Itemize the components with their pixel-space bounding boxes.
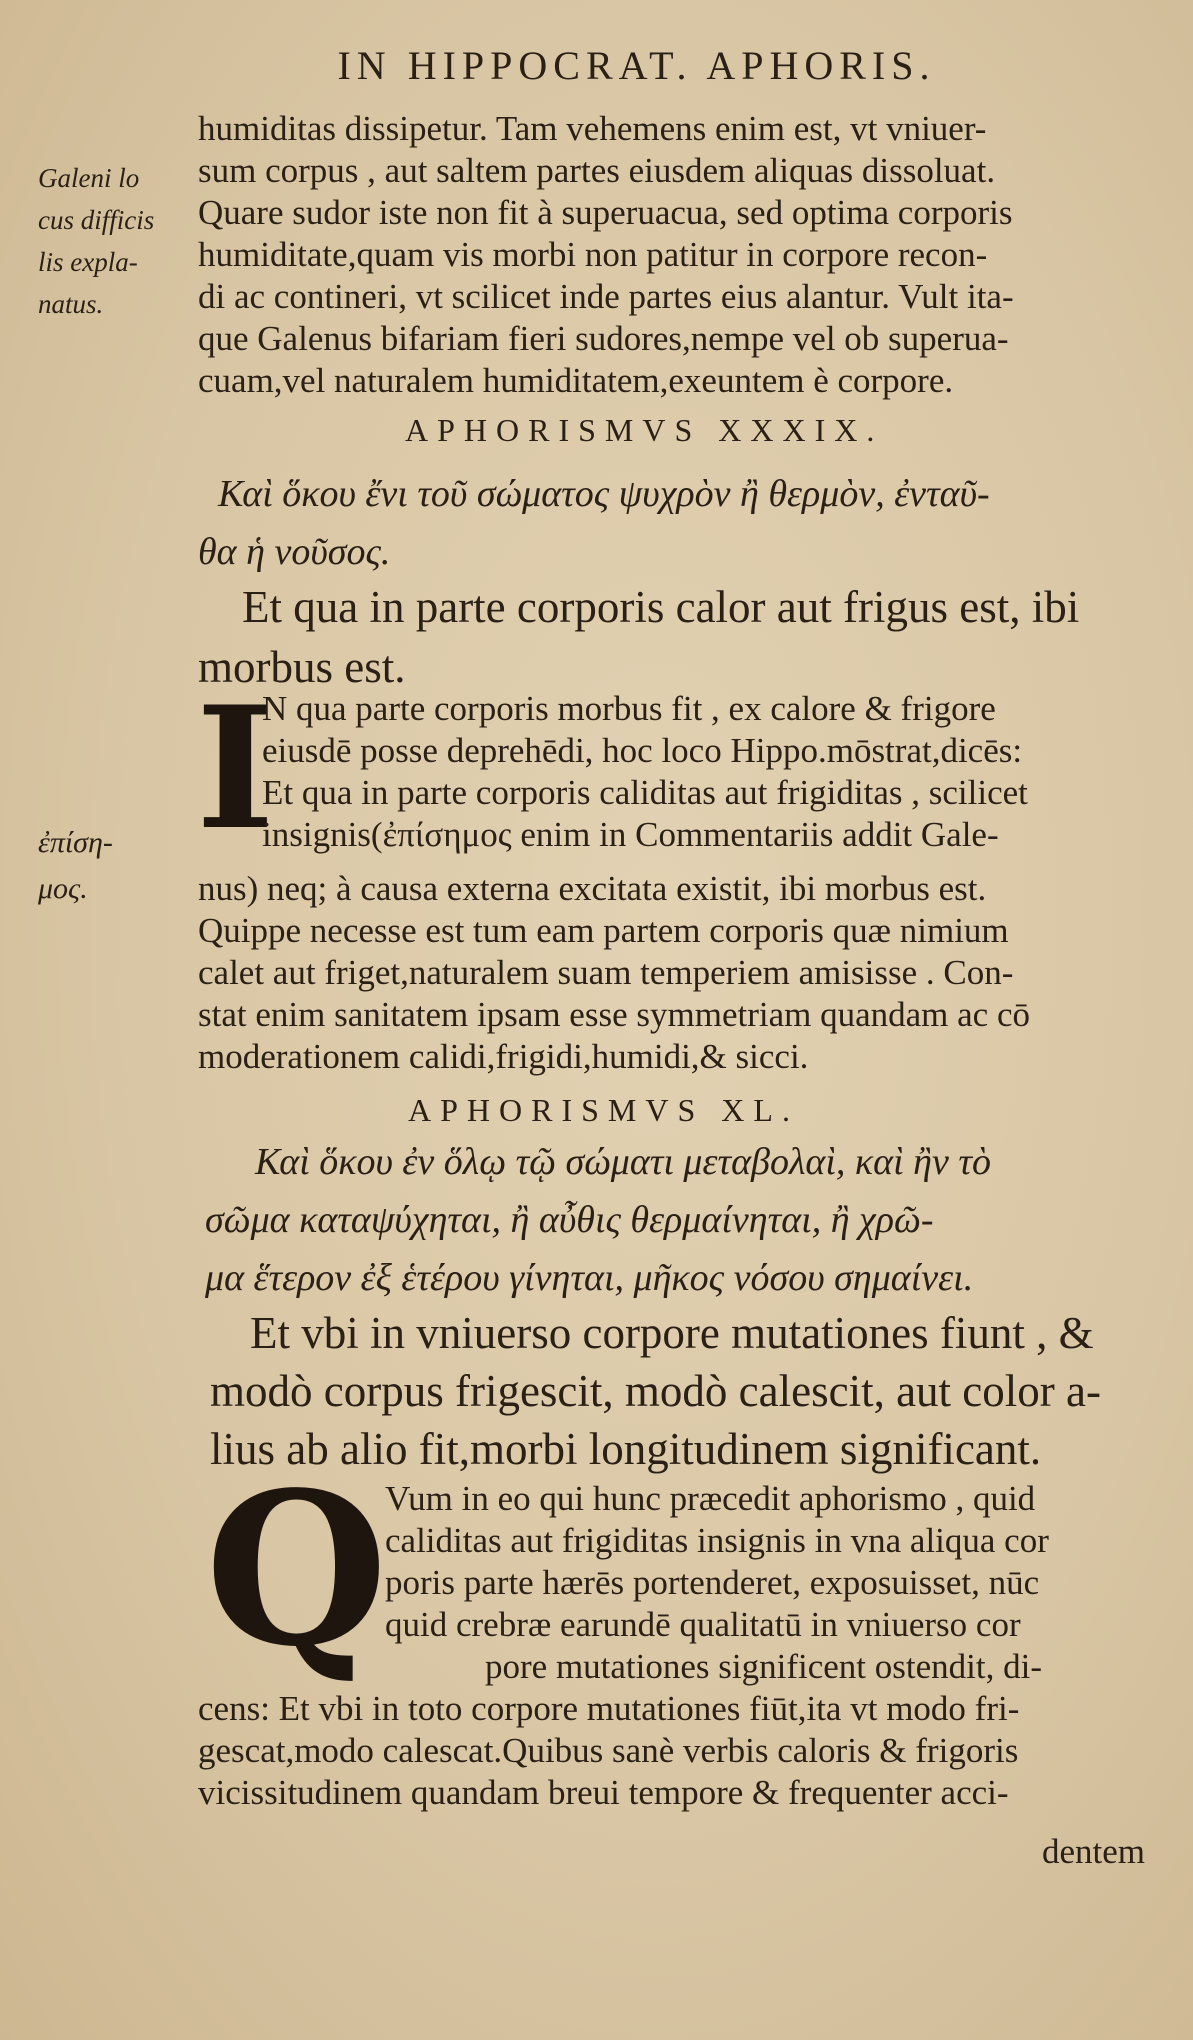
text-line: stat enim sanitatem ipsam esse symmetriam quandam ac cō <box>198 995 1030 1034</box>
text-line: pore mutationes significent ostendit, di- <box>485 1647 1042 1686</box>
aphorism-39-latin: morbus est. <box>198 642 406 692</box>
drop-cap-Q: Q <box>205 1446 388 1693</box>
text-line: humiditate,quam vis morbi non patitur in corpore recon- <box>198 235 988 274</box>
aphorism-39-commentary <box>198 868 1148 1078</box>
text-line: gescat,modo calescat.Quibus sanè verbis caloris & frigoris <box>198 1731 1019 1770</box>
margin-note-line: Galeni lo <box>38 163 140 193</box>
aphorism-40-latin: lius ab alio fit,morbi longitudinem significant. <box>210 1424 1042 1474</box>
aphorism-39-title: APHORISMVS XXXIX. <box>405 412 884 448</box>
margin-note-greek: μος. <box>38 872 88 905</box>
text-line: Vum in eo qui hunc præcedit aphorismo , quid <box>385 1479 1036 1518</box>
text-line: Quare sudor iste non fit à superuacua, sed optima corporis <box>198 193 1013 232</box>
running-header: IN HIPPOCRAT. APHORIS. <box>337 43 936 88</box>
text-line: Et qua in parte corporis caliditas aut frigiditas , scilicet <box>262 773 1028 812</box>
margin-note-greek: ἐπίση- <box>38 826 113 859</box>
text-line: caliditas aut frigiditas insignis in vna aliqua cor <box>385 1521 1049 1560</box>
aphorism-40-title: APHORISMVS XL. <box>408 1092 799 1128</box>
aphorism-40-commentary <box>198 1688 1148 1814</box>
aphorism-40-greek: σῶμα καταψύχηται, ἢ αὖθις θερμαίνηται, ἢ χρῶ- <box>205 1199 934 1241</box>
text-line: vicissitudinem quandam breui tempore & frequenter acci- <box>198 1773 1009 1812</box>
text-line: N qua parte corporis morbus fit , ex calore & frigore <box>262 689 996 728</box>
text-line: cuam,vel naturalem humiditatem,exeuntem è corpore. <box>198 361 954 400</box>
text-line: poris parte hærēs portenderet, exposuisset, nūc <box>385 1563 1040 1602</box>
text-line: insignis(ἐπίσημος enim in Commentariis addit Gale- <box>262 815 999 854</box>
text-line: sum corpus , aut saltem partes eiusdem aliquas dissoluat. <box>198 151 996 190</box>
text-line: que Galenus bifariam fieri sudores,nempe vel ob superua- <box>198 319 1009 358</box>
margin-note-line: cus difficis <box>38 205 155 235</box>
text-line: Quippe necesse est tum eam partem corporis quæ nimium <box>198 911 1009 950</box>
aphorism-39-greek: θα ἡ νοῦσος. <box>198 531 391 573</box>
margin-note-line: lis expla- <box>38 247 138 277</box>
text-line: eiusdē posse deprehēdi, hoc loco Hippo.mōstrat,dicēs: <box>262 731 1023 770</box>
opening-paragraph <box>198 108 1148 402</box>
text-line: quid crebræ earundē qualitatū in vniuerso cor <box>385 1605 1021 1644</box>
text-line: di ac contineri, vt scilicet inde partes eius alantur. Vult ita- <box>198 277 1014 316</box>
drop-cap-I: I <box>196 669 275 867</box>
aphorism-40-greek: μα ἕτερον ἐξ ἑτέρου γίνηται, μῆκος νόσου σημαίνει. <box>205 1257 974 1299</box>
aphorism-39-greek: Καὶ ὅκου ἔνι τοῦ σώματος ψυχρὸν ἢ θερμὸν, ἐνταῦ- <box>218 473 990 515</box>
text-line: moderationem calidi,frigidi,humidi,& sicci. <box>198 1037 809 1076</box>
margin-note-line: natus. <box>38 289 104 319</box>
aphorism-40-commentary-indented <box>385 1478 1165 1688</box>
catchword: dentem <box>1041 1832 1145 1871</box>
text-line: calet aut friget,naturalem suam temperiem amisisse . Con- <box>198 953 1014 992</box>
aphorism-40-latin: modò corpus frigescit, modò calescit, aut color a- <box>210 1366 1101 1416</box>
aphorism-40-latin: Et vbi in vniuerso corpore mutationes fiunt , & <box>250 1308 1094 1358</box>
text-line: nus) neq; à causa externa excitata existit, ibi morbus est. <box>198 869 987 908</box>
aphorism-40-greek: Καὶ ὅκου ἐν ὅλῳ τῷ σώματι μεταβολαὶ, καὶ ἢν τὸ <box>255 1141 991 1183</box>
aphorism-39-latin: Et qua in parte corporis calor aut frigus est, ibi <box>242 582 1080 632</box>
text-line: humiditas dissipetur. Tam vehemens enim est, vt vniuer- <box>198 109 987 148</box>
aphorism-39-commentary-indented <box>262 688 1162 856</box>
text-line: cens: Et vbi in toto corpore mutationes fiūt,ita vt modo fri- <box>198 1689 1020 1728</box>
